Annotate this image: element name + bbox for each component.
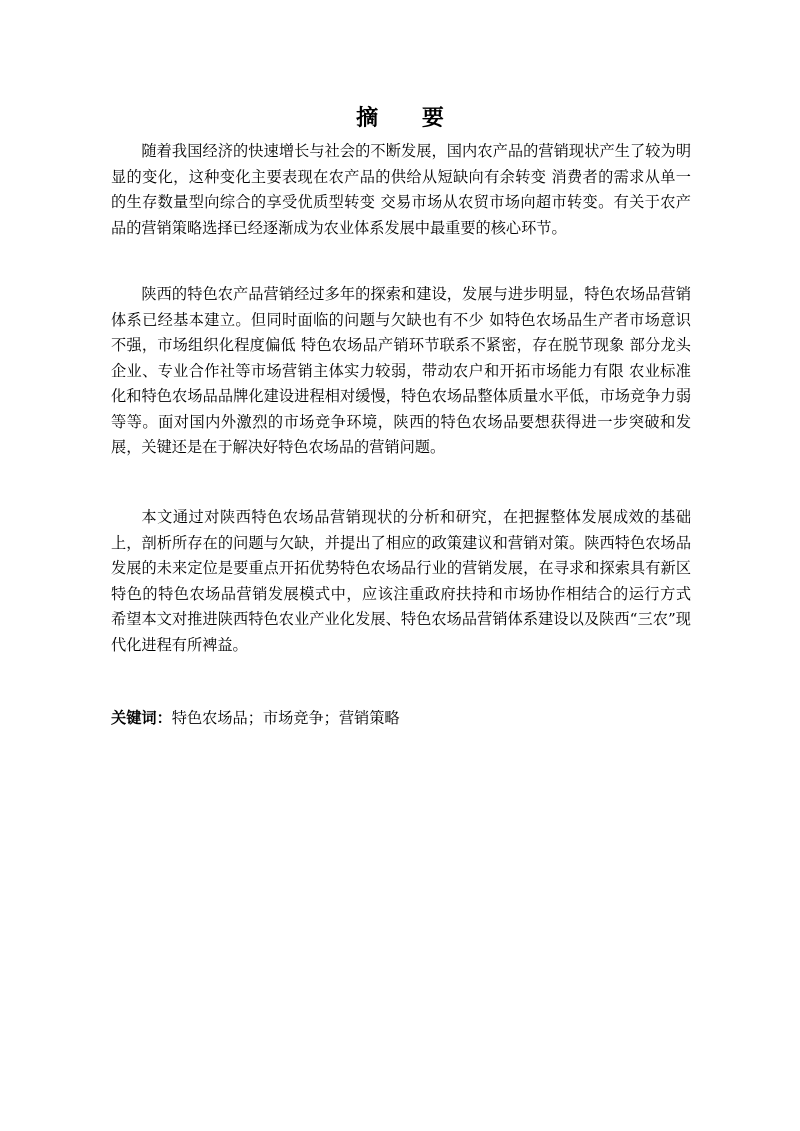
keywords-text: 特色农场品；市场竞争；营销策略	[171, 709, 400, 727]
abstract-paragraph-3: 本文通过对陕西特色农场品营销现状的分析和研究，在把握整体发展成效的基础上，剖析所存在的问题与欠缺，并提出了相应的政策建议和营销对策。陕西特色农场品发展的未来定位是要重点开拓优势特色农场品行业的营销发展，在寻求和探索具有新区特色的特色农场品营销发展模式中，应该注重政府扶持和市场协作相结合的运行方式 希望本文对推进陕西特色农业产业化发展、特色农场品营销体系建设以及陕西“三农”现代化进程有所裨益。	[111, 508, 691, 654]
abstract-paragraph-1: 随着我国经济的快速增长与社会的不断发展，国内农产品的营销现状产生了较为明显的变化，这种变化主要表现在农产品的供给从短缺向有余转变 消费者的需求从单一的生存数量型向综合的享受优质型转变 交易市场从农贸市场向超市转变。有关于农产品的营销策略选择已经逐渐成为农业体系发展中最重要的核心环节。	[111, 142, 691, 237]
abstract-paragraph-2: 陕西的特色农产品营销经过多年的探索和建设，发展与进步明显，特色农场品营销体系已经基本建立。但同时面临的问题与欠缺也有不少 如特色农场品生产者市场意识不强，市场组织化程度偏低 特色农场品产销环节联系不紧密，存在脱节现象 部分龙头企业、专业合作社等市场营销主体实力较弱，带动农户和开拓市场能力有限 农业标准化和特色农场品品牌化建设进程相对缓慢，特色农场品整体质量水平低，市场竞争力弱等等。面对国内外激烈的市场竞争环境，陕西的特色农场品要想获得进一步突破和发展，关键还是在于解决好特色农场品的营销问题。	[111, 285, 691, 456]
abstract-title: 摘 要	[356, 105, 462, 131]
keywords-label: 关键词：	[111, 709, 172, 727]
keywords-line	[111, 706, 691, 732]
